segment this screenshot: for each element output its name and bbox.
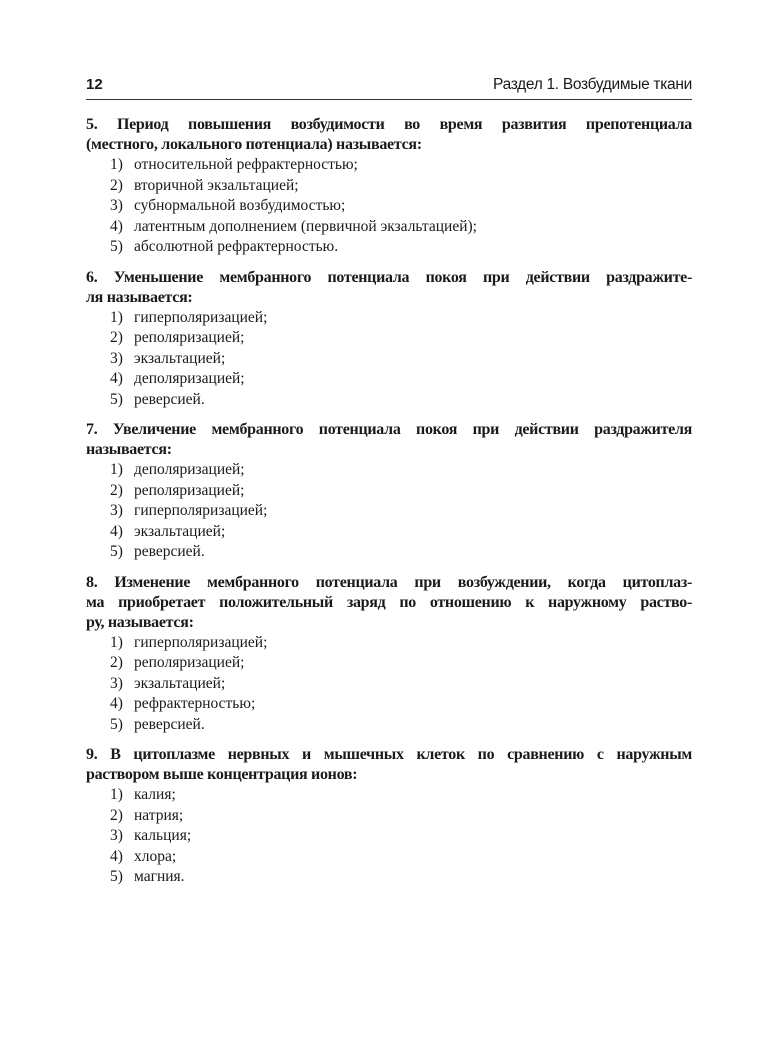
header-rule <box>86 99 692 100</box>
option-text: магния. <box>134 868 185 885</box>
option-number: 2) <box>110 481 123 499</box>
option-text: гиперполяризацией; <box>134 308 268 326</box>
option-text: реполяризацией; <box>134 329 245 346</box>
running-section-title: Раздел 1. Возбудимые ткани <box>493 76 692 93</box>
question-text <box>86 115 692 155</box>
answer-option <box>86 694 692 715</box>
question-text <box>86 420 692 460</box>
option-number: 5) <box>110 390 123 408</box>
option-text: реполяризацией; <box>134 654 245 671</box>
question-block <box>86 420 692 563</box>
answer-option <box>86 217 692 238</box>
answer-options <box>86 785 692 888</box>
question-text <box>86 745 692 785</box>
option-number: 2) <box>110 806 123 824</box>
question-line: 7. Увеличение мембранного потенциала покоя при действии раздражителя <box>86 421 692 438</box>
question-block <box>86 115 692 258</box>
option-number: 3) <box>110 827 123 844</box>
answer-option <box>86 369 692 390</box>
option-number: 1) <box>110 308 123 326</box>
option-number: 1) <box>110 633 123 651</box>
answer-option <box>86 867 692 888</box>
question-line: раствором выше концентрация ионов: <box>86 766 358 783</box>
question-line: 6. Уменьшение мембранного потенциала покоя при действии раздражите- <box>86 268 692 286</box>
option-number: 2) <box>110 329 123 346</box>
answer-options <box>86 308 692 411</box>
question-text <box>86 573 692 633</box>
option-number: 3) <box>110 674 123 692</box>
answer-option <box>86 349 692 370</box>
option-text: реверсией. <box>134 543 205 560</box>
option-number: 2) <box>110 176 123 194</box>
question-block <box>86 745 692 888</box>
question-line: ру, называется: <box>86 613 194 631</box>
answer-option <box>86 785 692 806</box>
option-text: реверсией. <box>134 390 205 408</box>
answer-option <box>86 806 692 827</box>
option-text: экзальтацией; <box>134 674 226 692</box>
option-number: 4) <box>110 370 123 387</box>
question-text <box>86 268 692 308</box>
question-block <box>86 573 692 736</box>
answer-option <box>86 847 692 868</box>
option-text: экзальтацией; <box>134 349 226 367</box>
option-text: калия; <box>134 786 176 803</box>
question-line: называется: <box>86 441 172 458</box>
option-number: 4) <box>110 217 123 235</box>
question-line: 9. В цитоплазме нервных и мышечных клеток по сравнению с наружным <box>86 746 692 763</box>
option-number: 3) <box>110 197 123 214</box>
option-number: 5) <box>110 868 123 885</box>
answer-option <box>86 390 692 411</box>
answer-option <box>86 826 692 847</box>
option-number: 3) <box>110 349 123 367</box>
option-number: 1) <box>110 786 123 803</box>
question-block <box>86 268 692 411</box>
page-number: 12 <box>86 76 103 93</box>
answer-option <box>86 674 692 695</box>
option-text: деполяризацией; <box>134 370 245 387</box>
answer-option <box>86 196 692 217</box>
option-number: 4) <box>110 847 123 865</box>
option-number: 4) <box>110 522 123 540</box>
option-number: 4) <box>110 695 123 712</box>
question-line: ма приобретает положительный заряд по отношению к наружному раство- <box>86 593 692 611</box>
option-text: кальция; <box>134 827 192 844</box>
option-text: хлора; <box>134 847 177 865</box>
option-number: 5) <box>110 543 123 560</box>
option-number: 5) <box>110 715 123 733</box>
option-text: экзальтацией; <box>134 522 226 540</box>
answer-option <box>86 155 692 176</box>
answer-option <box>86 653 692 674</box>
option-number: 1) <box>110 156 123 173</box>
answer-options <box>86 633 692 736</box>
option-text: натрия; <box>134 806 184 824</box>
option-text: рефрактерностью; <box>134 695 256 712</box>
option-number: 2) <box>110 654 123 671</box>
question-line: ля называется: <box>86 288 193 306</box>
answer-option <box>86 481 692 502</box>
option-number: 5) <box>110 238 123 255</box>
answer-option <box>86 501 692 522</box>
answer-option <box>86 542 692 563</box>
question-line: 8. Изменение мембранного потенциала при возбуждении, когда цитоплаз- <box>86 573 692 591</box>
option-text: абсолютной рефрактерностью. <box>134 238 339 255</box>
option-text: гиперполяризацией; <box>134 502 268 519</box>
question-list <box>86 115 692 898</box>
option-text: реполяризацией; <box>134 481 245 499</box>
answer-option <box>86 176 692 197</box>
option-text: латентным дополнением (первичной экзальтацией); <box>134 217 477 235</box>
answer-option <box>86 328 692 349</box>
option-text: гиперполяризацией; <box>134 633 268 651</box>
option-text: вторичной экзальтацией; <box>134 176 299 194</box>
page-header <box>86 76 692 96</box>
answer-options <box>86 155 692 258</box>
option-text: деполяризацией; <box>134 461 245 478</box>
option-text: субнормальной возбудимостью; <box>134 197 346 214</box>
option-text: реверсией. <box>134 715 205 733</box>
answer-option <box>86 308 692 329</box>
option-number: 3) <box>110 502 123 519</box>
answer-option <box>86 633 692 654</box>
answer-option <box>86 715 692 736</box>
question-line: (местного, локального потенциала) называется: <box>86 136 422 153</box>
answer-option <box>86 522 692 543</box>
question-line: 5. Период повышения возбудимости во время развития препотенциала <box>86 116 692 133</box>
option-number: 1) <box>110 461 123 478</box>
answer-option <box>86 460 692 481</box>
answer-option <box>86 237 692 258</box>
answer-options <box>86 460 692 563</box>
option-text: относительной рефрактерностью; <box>134 156 358 173</box>
